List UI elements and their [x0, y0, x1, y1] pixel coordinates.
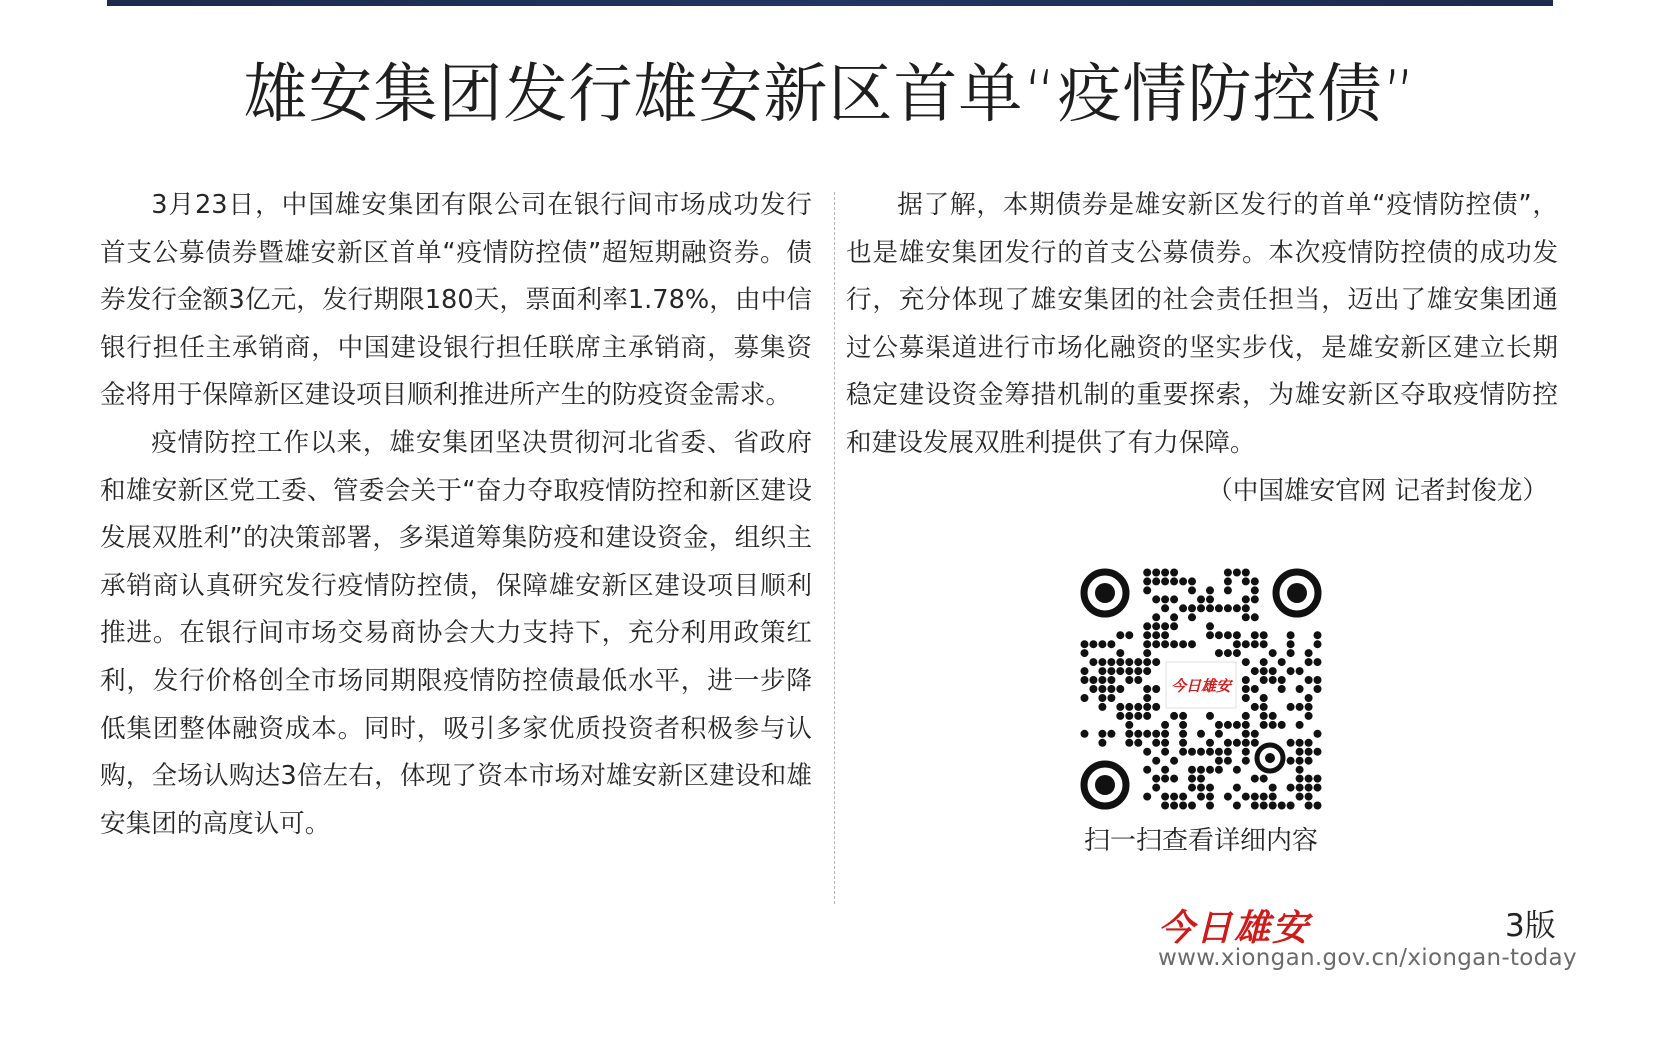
- qr-module: [1224, 748, 1232, 756]
- qr-module: [1125, 703, 1133, 711]
- qr-module: [1269, 649, 1277, 657]
- qr-module: [1260, 640, 1268, 648]
- qr-module: [1116, 712, 1124, 720]
- qr-module: [1260, 775, 1268, 783]
- qr-module: [1143, 694, 1151, 702]
- qr-module: [1170, 577, 1178, 585]
- qr-module: [1242, 694, 1250, 702]
- left-paragraph-2: 疫情防控工作以来，雄安集团坚决贯彻河北省委、省政府和雄安新区党工委、管委会关于“奋力夺取疫情防控和新区建设发展双胜利”的决策部署，多渠道筹集防疫和建设资金，组织主承销商认真研究发行疫情防控债，保障雄安新区建设项目顺利推进。在银行间市场交易商协会大力支持下，充分利用政策红利，发行价格创全市场同期限疫情防控债最低水平，进一步降低集团整体融资成本。同时，吸引多家优质投资者积极参与认购，全场认购达3倍左右，体现了资本市场对雄安新区建设和雄安集团的高度认可。: [100, 427, 812, 839]
- qr-module: [1081, 667, 1089, 675]
- qr-module: [1152, 739, 1160, 747]
- qr-module: [1314, 775, 1322, 783]
- qr-module: [1278, 802, 1286, 810]
- qr-module: [1107, 694, 1115, 702]
- qr-module: [1197, 595, 1205, 603]
- qr-module: [1098, 658, 1106, 666]
- brand-logo: 今日雄安: [1158, 907, 1311, 949]
- qr-module: [1152, 631, 1160, 639]
- qr-module: [1260, 703, 1268, 711]
- qr-module: [1278, 721, 1286, 729]
- qr-module: [1161, 640, 1169, 648]
- qr-module: [1107, 667, 1115, 675]
- qr-module: [1197, 775, 1205, 783]
- qr-module: [1179, 721, 1187, 729]
- qr-module: [1242, 595, 1250, 603]
- qr-module: [1161, 569, 1169, 577]
- qr-module: [1269, 802, 1277, 810]
- qr-module: [1233, 604, 1241, 612]
- qr-module: [1081, 730, 1089, 738]
- qr-module: [1260, 802, 1268, 810]
- qr-module: [1296, 793, 1304, 801]
- byline: （中国雄安官网 记者封俊龙）: [1207, 475, 1548, 506]
- qr-code[interactable]: [1080, 568, 1322, 810]
- qr-module: [1224, 569, 1232, 577]
- qr-module: [1305, 712, 1313, 720]
- qr-module: [1215, 631, 1223, 639]
- qr-module: [1233, 784, 1241, 792]
- qr-module: [1242, 577, 1250, 585]
- qr-module: [1089, 676, 1097, 684]
- qr-module: [1278, 685, 1286, 693]
- qr-module: [1215, 766, 1223, 774]
- qr-module: [1107, 676, 1115, 684]
- page-number: 3版: [1505, 908, 1556, 944]
- qr-module: [1305, 748, 1313, 756]
- qr-module: [1081, 649, 1089, 657]
- qr-module: [1098, 640, 1106, 648]
- top-rule: [107, 0, 1553, 6]
- qr-module: [1179, 802, 1187, 810]
- qr-module: [1152, 757, 1160, 765]
- qr-module: [1251, 685, 1259, 693]
- qr-module: [1242, 721, 1250, 729]
- qr-module: [1269, 712, 1277, 720]
- qr-module: [1161, 775, 1169, 783]
- qr-module: [1143, 730, 1151, 738]
- qr-module: [1278, 658, 1286, 666]
- qr-module: [1152, 622, 1160, 630]
- qr-module: [1143, 748, 1151, 756]
- qr-module: [1233, 640, 1241, 648]
- qr-module: [1251, 577, 1259, 585]
- qr-module: [1161, 595, 1169, 603]
- qr-module: [1143, 569, 1151, 577]
- qr-module: [1305, 757, 1313, 765]
- qr-module: [1314, 685, 1322, 693]
- qr-module: [1152, 595, 1160, 603]
- qr-module: [1161, 766, 1169, 774]
- qr-module: [1143, 703, 1151, 711]
- qr-module: [1206, 766, 1214, 774]
- qr-module: [1242, 712, 1250, 720]
- qr-module: [1134, 712, 1142, 720]
- qr-module: [1296, 721, 1304, 729]
- qr-module: [1143, 631, 1151, 639]
- qr-module: [1224, 793, 1232, 801]
- qr-module: [1098, 730, 1106, 738]
- qr-module: [1152, 685, 1160, 693]
- qr-module: [1242, 739, 1250, 747]
- qr-module: [1098, 685, 1106, 693]
- qr-module: [1206, 793, 1214, 801]
- qr-module: [1134, 739, 1142, 747]
- qr-module: [1188, 784, 1196, 792]
- qr-module: [1305, 784, 1313, 792]
- qr-module: [1260, 694, 1268, 702]
- qr-module: [1242, 569, 1250, 577]
- qr-module: [1125, 730, 1133, 738]
- qr-module: [1296, 748, 1304, 756]
- right-paragraph-1: 据了解，本期债券是雄安新区发行的首单“疫情防控债”，也是雄安集团发行的首支公募债券。本次疫情防控债的成功发行，充分体现了雄安集团的社会责任担当，迈出了雄安集团通过公募渠道进行市场化融资的坚实步伐，是雄安新区建立长期稳定建设资金筹措机制的重要探索，为雄安新区夺取疫情防控和建设发展双胜利提供了有力保障。: [846, 190, 1558, 458]
- qr-module: [1215, 721, 1223, 729]
- qr-module: [1152, 577, 1160, 585]
- qr-module: [1161, 730, 1169, 738]
- qr-module: [1170, 802, 1178, 810]
- qr-module: [1152, 784, 1160, 792]
- qr-module: [1143, 658, 1151, 666]
- qr-module: [1161, 802, 1169, 810]
- qr-module: [1152, 775, 1160, 783]
- qr-module: [1296, 775, 1304, 783]
- qr-module: [1188, 577, 1196, 585]
- qr-module: [1260, 667, 1268, 675]
- qr-module: [1206, 712, 1214, 720]
- qr-module: [1233, 739, 1241, 747]
- qr-module: [1152, 703, 1160, 711]
- qr-module: [1224, 757, 1232, 765]
- qr-module: [1089, 658, 1097, 666]
- qr-module: [1188, 640, 1196, 648]
- qr-module: [1161, 721, 1169, 729]
- qr-module: [1224, 577, 1232, 585]
- qr-module: [1224, 739, 1232, 747]
- qr-module: [1251, 802, 1259, 810]
- qr-module: [1107, 658, 1115, 666]
- qr-module: [1161, 631, 1169, 639]
- qr-module: [1116, 631, 1124, 639]
- qr-module: [1188, 748, 1196, 756]
- qr-module: [1089, 685, 1097, 693]
- right-column: [846, 182, 1558, 515]
- qr-module: [1116, 703, 1124, 711]
- qr-module: [1314, 802, 1322, 810]
- qr-module: [1152, 640, 1160, 648]
- qr-module: [1161, 622, 1169, 630]
- qr-module: [1233, 766, 1241, 774]
- qr-module: [1125, 658, 1133, 666]
- qr-module: [1197, 604, 1205, 612]
- qr-module: [1305, 775, 1313, 783]
- qr-module: [1305, 658, 1313, 666]
- qr-module: [1206, 586, 1214, 594]
- left-column: [100, 182, 812, 848]
- qr-module: [1107, 730, 1115, 738]
- qr-module: [1170, 613, 1178, 621]
- qr-module: [1251, 739, 1259, 747]
- qr-module: [1305, 676, 1313, 684]
- qr-module: [1233, 802, 1241, 810]
- qr-module: [1314, 640, 1322, 648]
- qr-module: [1125, 721, 1133, 729]
- qr-module: [1170, 622, 1178, 630]
- qr-module: [1188, 586, 1196, 594]
- qr-module: [1251, 595, 1259, 603]
- qr-module: [1125, 631, 1133, 639]
- qr-module: [1170, 757, 1178, 765]
- qr-module: [1107, 640, 1115, 648]
- qr-module: [1134, 658, 1142, 666]
- qr-module: [1215, 748, 1223, 756]
- qr-module: [1233, 631, 1241, 639]
- qr-module: [1269, 676, 1277, 684]
- qr-module: [1116, 649, 1124, 657]
- qr-module: [1251, 703, 1259, 711]
- qr-module: [1152, 658, 1160, 666]
- qr-module: [1089, 640, 1097, 648]
- qr-module: [1260, 793, 1268, 801]
- qr-module: [1143, 586, 1151, 594]
- qr-module: [1081, 640, 1089, 648]
- qr-module: [1179, 793, 1187, 801]
- qr-module: [1278, 676, 1286, 684]
- left-paragraph-1: 3月23日，中国雄安集团有限公司在银行间市场成功发行首支公募债券暨雄安新区首单“疫情防控债”超短期融资券。债券发行金额3亿元，发行期限180天，票面利率1.78%，由中信银行担任主承销商，中国建设银行担任联席主承销商，募集资金将用于保障新区建设项目顺利推进所产生的防疫资金需求。: [100, 190, 812, 411]
- qr-module: [1125, 712, 1133, 720]
- qr-module: [1206, 802, 1214, 810]
- qr-module: [1081, 694, 1089, 702]
- qr-module: [1143, 667, 1151, 675]
- qr-module: [1269, 793, 1277, 801]
- qr-module: [1143, 685, 1151, 693]
- qr-caption: 扫一扫查看详细内容: [1083, 826, 1318, 856]
- qr-module: [1251, 613, 1259, 621]
- qr-module: [1251, 775, 1259, 783]
- qr-module: [1242, 613, 1250, 621]
- qr-module: [1134, 730, 1142, 738]
- qr-module: [1206, 595, 1214, 603]
- qr-module: [1134, 676, 1142, 684]
- qr-module: [1242, 748, 1250, 756]
- qr-module: [1233, 649, 1241, 657]
- qr-module: [1305, 802, 1313, 810]
- qr-module: [1161, 739, 1169, 747]
- qr-module: [1215, 730, 1223, 738]
- qr-module: [1179, 640, 1187, 648]
- qr-module: [1242, 640, 1250, 648]
- qr-module: [1170, 775, 1178, 783]
- qr-module: [1143, 712, 1151, 720]
- qr-module: [1152, 730, 1160, 738]
- qr-module: [1224, 604, 1232, 612]
- qr-module: [1215, 604, 1223, 612]
- qr-module: [1233, 721, 1241, 729]
- qr-module: [1269, 721, 1277, 729]
- qr-module: [1206, 739, 1214, 747]
- qr-module: [1179, 712, 1187, 720]
- qr-module: [1125, 676, 1133, 684]
- qr-module: [1296, 667, 1304, 675]
- qr-module: [1287, 667, 1295, 675]
- qr-module: [1224, 649, 1232, 657]
- qr-module: [1188, 613, 1196, 621]
- qr-module: [1269, 667, 1277, 675]
- qr-module: [1314, 730, 1322, 738]
- qr-module: [1296, 739, 1304, 747]
- qr-module: [1296, 784, 1304, 792]
- qr-module: [1197, 793, 1205, 801]
- qr-module: [1188, 802, 1196, 810]
- qr-module: [1188, 775, 1196, 783]
- qr-module: [1251, 631, 1259, 639]
- qr-module: [1081, 676, 1089, 684]
- qr-module: [1107, 685, 1115, 693]
- qr-module: [1125, 739, 1133, 747]
- qr-module: [1314, 748, 1322, 756]
- qr-module: [1170, 640, 1178, 648]
- qr-module: [1134, 703, 1142, 711]
- qr-module: [1305, 703, 1313, 711]
- qr-module: [1116, 658, 1124, 666]
- qr-module: [1224, 631, 1232, 639]
- qr-module: [1260, 631, 1268, 639]
- qr-module: [1224, 586, 1232, 594]
- qr-module: [1242, 658, 1250, 666]
- headline: 雄安集团发行雄安新区首单“疫情防控债”: [243, 58, 1417, 132]
- qr-module: [1143, 577, 1151, 585]
- qr-module: [1161, 604, 1169, 612]
- qr-module: [1161, 748, 1169, 756]
- qr-module: [1098, 667, 1106, 675]
- qr-module: [1098, 703, 1106, 711]
- qr-module: [1296, 703, 1304, 711]
- qr-module: [1296, 757, 1304, 765]
- qr-module: [1143, 622, 1151, 630]
- qr-module: [1170, 712, 1178, 720]
- qr-module: [1206, 784, 1214, 792]
- qr-module: [1314, 631, 1322, 639]
- qr-module: [1224, 721, 1232, 729]
- qr-module: [1179, 748, 1187, 756]
- qr-module: [1242, 730, 1250, 738]
- qr-module: [1116, 667, 1124, 675]
- qr-module: [1161, 793, 1169, 801]
- qr-module: [1296, 766, 1304, 774]
- qr-module: [1098, 676, 1106, 684]
- qr-module: [1242, 676, 1250, 684]
- qr-module: [1152, 569, 1160, 577]
- qr-module: [1197, 748, 1205, 756]
- qr-module: [1251, 640, 1259, 648]
- qr-module: [1260, 721, 1268, 729]
- qr-module: [1233, 569, 1241, 577]
- qr-module: [1251, 730, 1259, 738]
- qr-module: [1287, 739, 1295, 747]
- qr-module: [1170, 793, 1178, 801]
- qr-module: [1143, 766, 1151, 774]
- qr-module: [1242, 685, 1250, 693]
- qr-module: [1260, 676, 1268, 684]
- qr-module: [1179, 604, 1187, 612]
- qr-module: [1305, 694, 1313, 702]
- qr-module: [1287, 802, 1295, 810]
- qr-module: [1188, 766, 1196, 774]
- qr-module: [1251, 586, 1259, 594]
- qr-module: [1179, 577, 1187, 585]
- qr-module: [1242, 604, 1250, 612]
- qr-module: [1215, 757, 1223, 765]
- qr-module: [1206, 622, 1214, 630]
- qr-module: [1296, 685, 1304, 693]
- qr-module: [1242, 793, 1250, 801]
- qr-module: [1197, 730, 1205, 738]
- qr-module: [1287, 757, 1295, 765]
- qr-module: [1305, 739, 1313, 747]
- qr-module: [1134, 667, 1142, 675]
- column-divider: [834, 192, 835, 904]
- qr-module: [1287, 631, 1295, 639]
- qr-module: [1116, 685, 1124, 693]
- qr-module: [1314, 676, 1322, 684]
- qr-module: [1305, 793, 1313, 801]
- qr-module: [1287, 649, 1295, 657]
- site-url[interactable]: www.xiongan.gov.cn/xiongan-today: [1158, 945, 1577, 971]
- qr-module: [1260, 658, 1268, 666]
- qr-module: [1125, 667, 1133, 675]
- qr-module: [1188, 604, 1196, 612]
- qr-module: [1161, 577, 1169, 585]
- qr-module: [1251, 667, 1259, 675]
- qr-module: [1287, 784, 1295, 792]
- qr-module: [1206, 631, 1214, 639]
- qr-module: [1251, 793, 1259, 801]
- qr-center-logo: 今日雄安: [1170, 677, 1232, 695]
- qr-module: [1170, 595, 1178, 603]
- qr-module: [1098, 739, 1106, 747]
- qr-module: [1287, 703, 1295, 711]
- qr-module: [1143, 649, 1151, 657]
- qr-module: [1314, 658, 1322, 666]
- qr-module: [1305, 649, 1313, 657]
- qr-module: [1206, 748, 1214, 756]
- qr-module: [1215, 649, 1223, 657]
- qr-module: [1197, 784, 1205, 792]
- qr-module: [1269, 784, 1277, 792]
- qr-module: [1287, 640, 1295, 648]
- qr-module: [1314, 784, 1322, 792]
- qr-module: [1197, 766, 1205, 774]
- qr-module: [1260, 712, 1268, 720]
- qr-module: [1152, 613, 1160, 621]
- qr-module: [1242, 757, 1250, 765]
- qr-module: [1206, 604, 1214, 612]
- qr-module: [1179, 730, 1187, 738]
- qr-module: [1098, 694, 1106, 702]
- qr-module: [1170, 569, 1178, 577]
- qr-module: [1143, 640, 1151, 648]
- qr-module: [1179, 739, 1187, 747]
- qr-module: [1143, 793, 1151, 801]
